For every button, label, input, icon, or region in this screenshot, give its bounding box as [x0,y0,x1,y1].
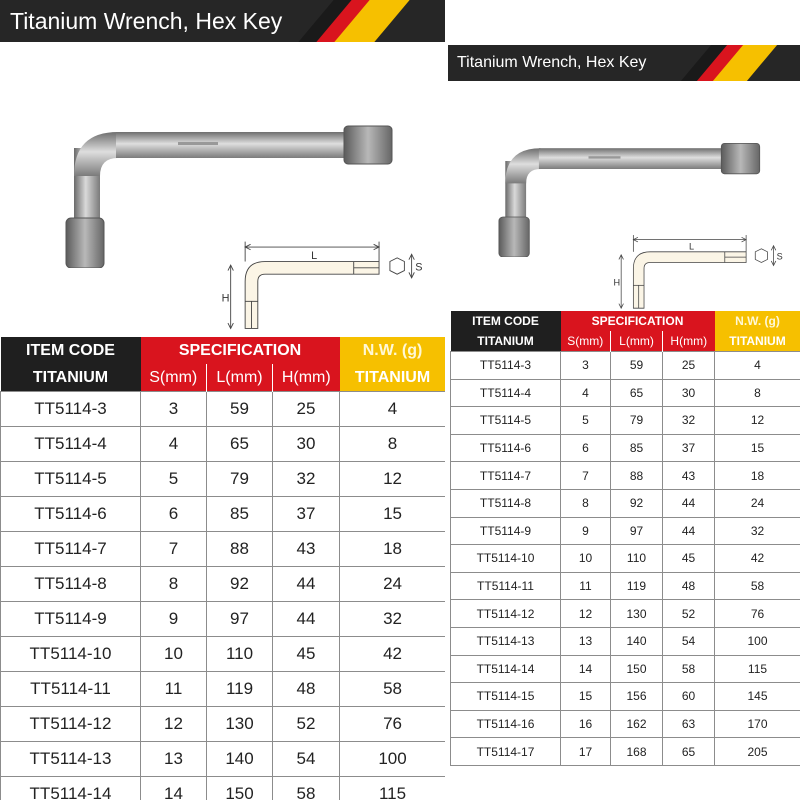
table-row [1,532,446,567]
table-row [451,517,800,545]
weight-material-header: TITANIUM [715,331,800,352]
l-cell: 110 [207,637,273,672]
table-row [451,655,800,683]
h-cell: 37 [663,434,715,462]
net-weight-cell: 4 [715,352,800,380]
l-cell: 92 [207,567,273,602]
s-cell: 9 [141,602,207,637]
s-cell: 10 [141,637,207,672]
table-row [1,742,446,777]
l-cell: 79 [611,407,663,435]
net-weight-cell: 18 [340,532,445,567]
net-weight-cell: 100 [340,742,445,777]
dimension-diagram [210,238,435,333]
item-code-cell: TT5114-14 [451,655,561,683]
table-row [1,672,446,707]
s-cell: 7 [561,462,611,490]
table-row [451,600,800,628]
h-cell: 45 [663,545,715,573]
table-row [451,710,800,738]
s-cell: 4 [141,427,207,462]
l-cell: 85 [611,434,663,462]
net-weight-cell: 24 [715,489,800,517]
net-weight-cell: 100 [715,627,800,655]
s-cell: 8 [141,567,207,602]
l-cell: 79 [207,462,273,497]
l-cell: 140 [207,742,273,777]
s-cell: 16 [561,710,611,738]
s-cell: 11 [561,572,611,600]
title-banner [448,45,800,81]
table-row [451,462,800,490]
specification-header: SPECIFICATION [141,337,340,364]
l-cell: 110 [611,545,663,573]
specification-header: SPECIFICATION [561,311,715,331]
h-cell: 65 [663,738,715,766]
s-cell: 4 [561,379,611,407]
net-weight-cell: 12 [340,462,445,497]
table-row [451,489,800,517]
table-row [451,379,800,407]
l-cell: 156 [611,683,663,711]
page-title: Titanium Wrench, Hex Key [457,54,647,71]
item-code-cell: TT5114-12 [1,707,141,742]
l-cell: 150 [207,777,273,800]
net-weight-cell: 58 [715,572,800,600]
l-cell: 65 [207,427,273,462]
item-code-cell: TT5114-11 [451,572,561,600]
s-cell: 12 [141,707,207,742]
item-code-cell: TT5114-8 [1,567,141,602]
l-cell: 88 [207,532,273,567]
net-weight-cell: 42 [340,637,445,672]
h-cell: 45 [273,637,340,672]
table-row [1,602,446,637]
table-row [451,683,800,711]
l-cell: 65 [611,379,663,407]
s-cell: 11 [141,672,207,707]
h-cell: 44 [663,489,715,517]
length-label: L [688,241,695,252]
h-cell: 52 [663,600,715,628]
table-row [1,637,446,672]
net-weight-cell: 8 [340,427,445,462]
table-row [1,462,446,497]
item-code-cell: TT5114-13 [1,742,141,777]
s-cell: 9 [561,517,611,545]
net-weight-cell: 32 [340,602,445,637]
s-column-header: S(mm) [561,331,611,352]
net-weight-cell: 76 [340,707,445,742]
length-label: L [311,249,318,262]
s-cell: 5 [141,462,207,497]
table-row [451,627,800,655]
net-weight-cell: 170 [715,710,800,738]
net-weight-cell: 58 [340,672,445,707]
item-code-cell: TT5114-3 [1,392,141,427]
net-weight-header: N.W. (g) [340,337,445,364]
item-code-cell: TT5114-8 [451,489,561,517]
table-row [1,567,446,602]
s-cell: 3 [561,352,611,380]
item-code-cell: TT5114-7 [451,462,561,490]
spec-table [0,337,445,800]
l-column-header: L(mm) [207,364,273,392]
item-code-cell: TT5114-9 [1,602,141,637]
item-code-cell: TT5114-16 [451,710,561,738]
h-cell: 44 [663,517,715,545]
s-cell: 8 [561,489,611,517]
h-cell: 63 [663,710,715,738]
l-cell: 85 [207,497,273,532]
l-cell: 162 [611,710,663,738]
l-cell: 59 [207,392,273,427]
h-cell: 25 [663,352,715,380]
s-cell: 5 [561,407,611,435]
item-code-cell: TT5114-11 [1,672,141,707]
l-cell: 97 [207,602,273,637]
h-cell: 52 [273,707,340,742]
l-cell: 119 [207,672,273,707]
item-code-cell: TT5114-13 [451,627,561,655]
l-cell: 88 [611,462,663,490]
s-cell: 6 [141,497,207,532]
item-code-cell: TT5114-6 [1,497,141,532]
s-cell: 6 [561,434,611,462]
l-cell: 130 [611,600,663,628]
table-row [451,572,800,600]
s-cell: 12 [561,600,611,628]
weight-material-header: TITANIUM [340,364,445,392]
table-row [451,407,800,435]
height-label: H [221,292,230,305]
item-code-cell: TT5114-4 [451,379,561,407]
h-cell: 25 [273,392,340,427]
item-code-cell: TT5114-14 [1,777,141,800]
l-cell: 150 [611,655,663,683]
h-cell: 44 [273,602,340,637]
net-weight-cell: 145 [715,683,800,711]
item-code-cell: TT5114-3 [451,352,561,380]
h-cell: 30 [663,379,715,407]
table-row [451,434,800,462]
h-cell: 60 [663,683,715,711]
net-weight-cell: 115 [340,777,445,800]
net-weight-cell: 18 [715,462,800,490]
page-title: Titanium Wrench, Hex Key [10,7,283,34]
table-row [1,427,446,462]
h-cell: 58 [663,655,715,683]
h-cell: 43 [663,462,715,490]
size-label: S [776,251,783,262]
net-weight-cell: 32 [715,517,800,545]
h-cell: 54 [273,742,340,777]
net-weight-cell: 8 [715,379,800,407]
l-cell: 168 [611,738,663,766]
l-cell: 119 [611,572,663,600]
h-cell: 44 [273,567,340,602]
h-cell: 37 [273,497,340,532]
net-weight-cell: 115 [715,655,800,683]
h-cell: 58 [273,777,340,800]
item-code-cell: TT5114-5 [451,407,561,435]
table-row [1,392,446,427]
item-code-cell: TT5114-10 [1,637,141,672]
item-code-header: ITEM CODE [1,337,141,364]
net-weight-cell: 205 [715,738,800,766]
s-cell: 7 [141,532,207,567]
item-code-cell: TT5114-5 [1,462,141,497]
item-code-cell: TT5114-7 [1,532,141,567]
catalog-panel-small [448,45,800,800]
l-column-header: L(mm) [611,331,663,352]
item-code-cell: TT5114-4 [1,427,141,462]
s-cell: 15 [561,683,611,711]
l-cell: 140 [611,627,663,655]
item-code-cell: TT5114-9 [451,517,561,545]
s-column-header: S(mm) [141,364,207,392]
table-row [451,352,800,380]
net-weight-cell: 76 [715,600,800,628]
item-code-cell: TT5114-10 [451,545,561,573]
s-cell: 10 [561,545,611,573]
s-cell: 13 [141,742,207,777]
net-weight-cell: 24 [340,567,445,602]
s-cell: 14 [141,777,207,800]
net-weight-cell: 42 [715,545,800,573]
s-cell: 14 [561,655,611,683]
item-code-cell: TT5114-17 [451,738,561,766]
net-weight-cell: 4 [340,392,445,427]
h-cell: 30 [273,427,340,462]
l-cell: 59 [611,352,663,380]
h-cell: 32 [663,407,715,435]
spec-table [450,311,800,766]
table-row [1,497,446,532]
table-row [451,545,800,573]
s-cell: 3 [141,392,207,427]
net-weight-header: N.W. (g) [715,311,800,331]
s-cell: 13 [561,627,611,655]
material-header: TITANIUM [1,364,141,392]
h-column-header: H(mm) [273,364,340,392]
table-row [1,777,446,800]
l-cell: 97 [611,517,663,545]
title-banner [0,0,445,42]
material-header: TITANIUM [451,331,561,352]
l-cell: 92 [611,489,663,517]
dimension-diagram [606,232,791,312]
h-cell: 43 [273,532,340,567]
size-label: S [415,261,423,274]
item-code-header: ITEM CODE [451,311,561,331]
item-code-cell: TT5114-6 [451,434,561,462]
item-code-cell: TT5114-15 [451,683,561,711]
h-cell: 48 [273,672,340,707]
h-cell: 32 [273,462,340,497]
table-row [1,707,446,742]
table-row [451,738,800,766]
item-code-cell: TT5114-12 [451,600,561,628]
h-cell: 54 [663,627,715,655]
l-cell: 130 [207,707,273,742]
s-cell: 17 [561,738,611,766]
height-label: H [613,277,621,288]
h-column-header: H(mm) [663,331,715,352]
net-weight-cell: 12 [715,407,800,435]
net-weight-cell: 15 [340,497,445,532]
h-cell: 48 [663,572,715,600]
net-weight-cell: 15 [715,434,800,462]
